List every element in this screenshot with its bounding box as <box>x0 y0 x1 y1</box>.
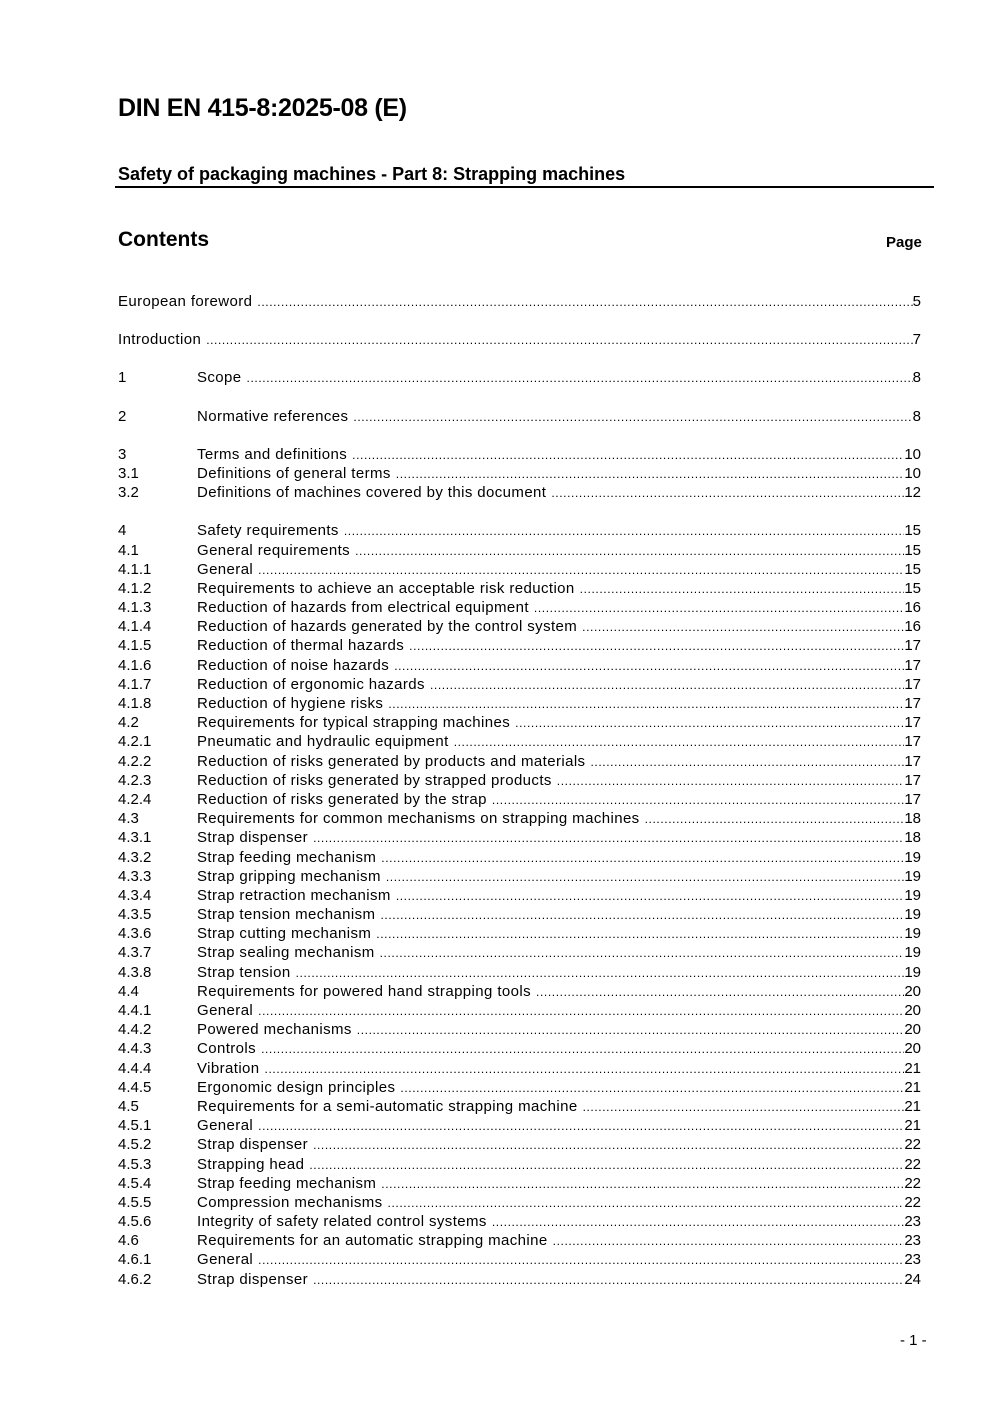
toc-entry-page: 10 <box>904 464 921 482</box>
toc-entry-label: Reduction of noise hazards <box>197 656 390 674</box>
toc-entry-number: 4.6 <box>118 1232 139 1250</box>
toc-entry[interactable] <box>118 752 921 771</box>
toc-entry-page: 8 <box>912 407 921 425</box>
toc-entry-page: 16 <box>904 599 921 617</box>
toc-entry-page: 15 <box>904 560 921 578</box>
contents-heading: Contents <box>118 228 209 251</box>
toc-entry-page: 17 <box>904 637 921 655</box>
toc-dot-leader <box>580 580 905 598</box>
toc-entry-page: 23 <box>904 1251 921 1269</box>
toc-entry-label: Ergonomic design principles <box>197 1078 396 1096</box>
toc-dot-leader <box>551 484 904 502</box>
toc-entry-number: 4.3.8 <box>118 963 152 981</box>
toc-entry-page: 21 <box>904 1059 921 1077</box>
toc-dot-leader <box>492 791 904 809</box>
toc-dot-leader <box>388 695 904 713</box>
toc-entry-number: 4.2.4 <box>118 790 152 808</box>
toc-entry-page: 15 <box>904 579 921 597</box>
toc-entry-number: 4.3.2 <box>118 848 152 866</box>
toc-entry[interactable] <box>118 407 921 426</box>
toc-entry[interactable] <box>118 598 921 617</box>
toc-entry-number: 4.1.2 <box>118 579 152 597</box>
toc-entry[interactable] <box>118 330 921 349</box>
toc-entry[interactable] <box>118 809 921 828</box>
toc-entry-number: 4.6.2 <box>118 1270 152 1288</box>
toc-entry-page: 17 <box>904 752 921 770</box>
toc-entry[interactable] <box>118 636 921 655</box>
toc-entry[interactable] <box>118 694 921 713</box>
toc-entry-label: Strap tension mechanism <box>197 906 376 924</box>
toc-entry-page: 24 <box>904 1270 921 1288</box>
toc-entry-number: 4.5.5 <box>118 1193 152 1211</box>
toc-dot-leader <box>515 714 904 732</box>
toc-entry-number: 3.2 <box>118 484 139 502</box>
toc-entry-page: 20 <box>904 1002 921 1019</box>
toc-entry[interactable] <box>118 1155 921 1174</box>
toc-entry-page: 19 <box>904 944 921 962</box>
toc-entry-page: 17 <box>904 675 921 693</box>
toc-entry-number: 4 <box>118 522 127 540</box>
toc-entry-page: 20 <box>904 982 921 1000</box>
toc-entry-label: Strap feeding mechanism <box>197 848 377 866</box>
toc-entry-page: 23 <box>904 1232 921 1250</box>
toc-entry[interactable] <box>118 1174 921 1193</box>
toc-entry-label: Controls <box>197 1040 257 1058</box>
toc-entry[interactable] <box>118 982 921 1001</box>
toc-entry-label: European foreword <box>118 293 253 310</box>
toc-entry-label: General requirements <box>197 541 351 559</box>
toc-dot-leader <box>645 810 905 828</box>
toc-dot-leader <box>381 849 904 867</box>
toc-entry-page: 17 <box>904 790 921 808</box>
toc-entry-label: Scope <box>197 369 242 387</box>
toc-entry-label: Strap cutting mechanism <box>197 925 372 943</box>
toc-entry-number: 4.1.5 <box>118 637 152 655</box>
toc-entry-label: Introduction <box>118 331 202 349</box>
toc-entry-page: 22 <box>904 1193 921 1211</box>
toc-entry-label: Reduction of hygiene risks <box>197 695 384 712</box>
toc-entry-number: 4.3.1 <box>118 829 152 847</box>
toc-entry-page: 17 <box>904 771 921 789</box>
toc-entry-page: 19 <box>904 906 921 924</box>
toc-entry-label: Integrity of safety related control systems <box>197 1213 487 1231</box>
toc-entry[interactable] <box>118 1001 921 1020</box>
toc-entry[interactable] <box>118 732 921 751</box>
toc-dot-leader <box>258 561 904 579</box>
toc-entry[interactable] <box>118 771 921 790</box>
toc-dot-leader <box>557 772 905 790</box>
toc-entry-number: 3.1 <box>118 464 139 482</box>
toc-entry[interactable] <box>118 445 921 464</box>
toc-dot-leader <box>553 1232 905 1250</box>
toc-dot-leader <box>534 599 904 617</box>
title-divider <box>115 186 934 188</box>
toc-entry-page: 5 <box>912 293 921 310</box>
toc-entry[interactable] <box>118 617 921 636</box>
toc-entry[interactable] <box>118 541 921 560</box>
toc-dot-leader <box>536 983 904 1001</box>
toc-entry-label: Requirements for powered hand strapping tools <box>197 982 532 1000</box>
toc-dot-leader <box>583 1098 905 1116</box>
toc-dot-leader <box>355 542 904 560</box>
toc-entry[interactable] <box>118 560 921 579</box>
document-subtitle: Safety of packaging machines - Part 8: Strapping machines <box>118 164 626 184</box>
toc-entry-page: 18 <box>904 829 921 847</box>
toc-entry-label: Definitions of machines covered by this document <box>197 484 547 502</box>
toc-entry[interactable] <box>118 848 921 867</box>
toc-entry-label: Powered mechanisms <box>197 1021 352 1039</box>
toc-entry-label: Strap gripping mechanism <box>197 867 381 885</box>
toc-entry-page: 17 <box>904 714 921 732</box>
toc-dot-leader <box>309 1156 904 1174</box>
toc-entry-label: Reduction of risks generated by products and materials <box>197 752 586 770</box>
toc-entry-number: 4.5.6 <box>118 1213 152 1231</box>
toc-entry-label: Strap dispenser <box>197 1270 309 1288</box>
toc-entry-label: Strap dispenser <box>197 829 309 847</box>
toc-entry-number: 4.2 <box>118 714 139 732</box>
toc-dot-leader <box>258 1002 904 1020</box>
toc-entry[interactable] <box>118 292 921 311</box>
toc-entry-number: 4.4.3 <box>118 1040 152 1058</box>
toc-dot-leader <box>409 637 904 655</box>
toc-entry-number: 4.6.1 <box>118 1251 152 1269</box>
toc-entry-page: 8 <box>912 369 921 387</box>
toc-entry-label: Requirements for typical strapping machines <box>197 714 511 732</box>
toc-entry[interactable] <box>118 1059 921 1078</box>
toc-entry-page: 23 <box>904 1213 921 1231</box>
toc-entry-page: 21 <box>904 1117 921 1135</box>
toc-entry[interactable] <box>118 1020 921 1039</box>
toc-entry-page: 17 <box>904 733 921 751</box>
toc-entry-label: Strap sealing mechanism <box>197 944 375 962</box>
toc-entry-page: 21 <box>904 1097 921 1115</box>
toc-entry-number: 4.5.3 <box>118 1155 152 1173</box>
toc-entry-label: Normative references <box>197 407 349 425</box>
toc-dot-leader <box>357 1021 905 1039</box>
toc-entry-label: General <box>197 560 254 578</box>
toc-dot-leader <box>376 925 904 943</box>
toc-entry[interactable] <box>118 905 921 924</box>
toc-entry-label: Strap retraction mechanism <box>197 886 391 904</box>
toc-dot-leader <box>206 331 912 349</box>
toc-entry[interactable] <box>118 790 921 809</box>
toc-entry-label: Strap feeding mechanism <box>197 1174 377 1192</box>
toc-entry[interactable] <box>118 368 921 387</box>
toc-dot-leader <box>492 1213 904 1231</box>
toc-entry-page: 22 <box>904 1136 921 1154</box>
toc-dot-leader <box>396 887 905 905</box>
toc-dot-leader <box>257 293 912 311</box>
toc-entry[interactable] <box>118 1250 921 1269</box>
toc-entry-number: 4.5.4 <box>118 1174 152 1192</box>
toc-entry-label: Requirements for common mechanisms on strapping machines <box>197 810 640 828</box>
toc-dot-leader <box>454 733 905 751</box>
toc-entry-page: 20 <box>904 1021 921 1039</box>
toc-dot-leader <box>590 753 904 771</box>
toc-entry-page: 15 <box>904 541 921 559</box>
toc-dot-leader <box>386 868 904 886</box>
toc-entry-label: Compression mechanisms <box>197 1193 383 1211</box>
toc-entry[interactable] <box>118 579 921 598</box>
toc-entry[interactable] <box>118 1135 921 1154</box>
toc-entry[interactable] <box>118 1078 921 1097</box>
toc-entry-label: Reduction of hazards from electrical equipment <box>197 599 529 617</box>
toc-entry[interactable] <box>118 1231 921 1250</box>
toc-entry-number: 4.4 <box>118 982 139 1000</box>
toc-entry-number: 4.1.1 <box>118 560 152 578</box>
toc-entry[interactable] <box>118 656 921 675</box>
toc-entry-page: 19 <box>904 963 921 981</box>
toc-entry-label: Requirements for a semi-automatic strapping machine <box>197 1097 578 1115</box>
toc-entry-label: Strap tension <box>197 963 291 981</box>
toc-entry-page: 21 <box>904 1078 921 1096</box>
toc-entry[interactable] <box>118 521 921 540</box>
toc-entry-label: Reduction of risks generated by strapped products <box>197 771 552 789</box>
toc-entry-page: 15 <box>904 522 921 540</box>
toc-entry-label: General <box>197 1251 254 1269</box>
toc-entry-number: 4.1.6 <box>118 656 152 674</box>
toc-entry-label: Definitions of general terms <box>197 464 391 482</box>
toc-entry-label: Strapping head <box>197 1155 305 1173</box>
toc-entry-page: 19 <box>904 886 921 904</box>
toc-dot-leader <box>400 1079 904 1097</box>
toc-entry[interactable] <box>118 464 921 483</box>
toc-entry-label: Safety requirements <box>197 522 339 540</box>
toc-entry-number: 3 <box>118 445 127 463</box>
toc-entry[interactable] <box>118 886 921 905</box>
document-title: DIN EN 415-8:2025-08 (E) <box>118 94 407 122</box>
toc-entry-number: 4.5 <box>118 1097 139 1115</box>
toc-entry[interactable] <box>118 675 921 694</box>
toc-entry-number: 4.3.5 <box>118 906 152 924</box>
toc-entry-number: 1 <box>118 369 127 387</box>
page-number: - 1 - <box>900 1332 927 1349</box>
toc-entry-page: 19 <box>904 848 921 866</box>
toc-entry[interactable] <box>118 943 921 962</box>
toc-entry-page: 17 <box>904 656 921 674</box>
toc-entry-label: Terms and definitions <box>197 445 348 463</box>
toc-entry-number: 4.4.4 <box>118 1059 152 1077</box>
toc-dot-leader <box>353 408 912 426</box>
toc-dot-leader <box>430 676 904 694</box>
toc-dot-leader <box>582 618 904 636</box>
toc-entry-number: 4.4.2 <box>118 1021 152 1039</box>
toc-entry[interactable] <box>118 1212 921 1231</box>
toc-dot-leader <box>352 446 904 464</box>
toc-dot-leader <box>296 964 905 982</box>
toc-dot-leader <box>313 1136 904 1154</box>
toc-entry-label: General <box>197 1002 254 1019</box>
toc-dot-leader <box>313 829 904 847</box>
toc-dot-leader <box>380 944 905 962</box>
toc-entry-number: 4.1.3 <box>118 599 152 617</box>
toc-dot-leader <box>265 1060 905 1078</box>
toc-dot-leader <box>344 522 904 540</box>
toc-entry-page: 19 <box>904 925 921 943</box>
toc-entry-number: 4.1 <box>118 541 139 559</box>
toc-entry-number: 4.1.4 <box>118 618 152 636</box>
toc-entry-number: 4.2.1 <box>118 733 152 751</box>
toc-dot-leader <box>258 1251 904 1269</box>
toc-entry-label: Strap dispenser <box>197 1136 309 1154</box>
toc-entry-number: 4.2.3 <box>118 771 152 789</box>
toc-entry-number: 4.4.1 <box>118 1002 152 1019</box>
toc-entry-page: 22 <box>904 1174 921 1192</box>
toc-entry-page: 19 <box>904 867 921 885</box>
toc-entry-label: Vibration <box>197 1059 260 1077</box>
toc-entry[interactable] <box>118 828 921 847</box>
page-column-heading: Page <box>886 234 922 251</box>
toc-entry[interactable] <box>118 1193 921 1212</box>
table-of-contents <box>118 292 921 1289</box>
toc-entry-number: 4.3.3 <box>118 867 152 885</box>
toc-entry-number: 4.1.8 <box>118 695 152 712</box>
toc-entry-number: 4.1.7 <box>118 675 152 693</box>
toc-entry-number: 4.3.4 <box>118 886 152 904</box>
toc-entry[interactable] <box>118 1039 921 1058</box>
toc-entry[interactable] <box>118 1097 921 1116</box>
toc-dot-leader <box>247 369 913 387</box>
toc-entry-label: Requirements for an automatic strapping machine <box>197 1232 548 1250</box>
toc-entry-page: 16 <box>904 618 921 636</box>
toc-dot-leader <box>258 1117 904 1135</box>
toc-dot-leader <box>388 1194 905 1212</box>
toc-entry-label: Reduction of thermal hazards <box>197 637 405 655</box>
toc-entry-number: 4.5.1 <box>118 1117 152 1135</box>
toc-entry-page: 7 <box>912 331 921 349</box>
toc-entry-number: 4.3 <box>118 810 139 828</box>
toc-entry[interactable] <box>118 713 921 732</box>
toc-entry-label: Pneumatic and hydraulic equipment <box>197 733 449 751</box>
toc-entry-label: Reduction of risks generated by the strap <box>197 790 487 808</box>
toc-entry-number: 2 <box>118 407 127 425</box>
toc-dot-leader <box>394 657 904 675</box>
toc-entry-label: Reduction of hazards generated by the control system <box>197 618 578 636</box>
toc-entry[interactable] <box>118 963 921 982</box>
toc-dot-leader <box>381 1175 904 1193</box>
toc-entry-page: 10 <box>904 445 921 463</box>
toc-entry-page: 18 <box>904 810 921 828</box>
toc-entry[interactable] <box>118 483 921 502</box>
toc-entry-label: Reduction of ergonomic hazards <box>197 675 425 693</box>
toc-entry-page: 20 <box>904 1040 921 1058</box>
toc-entry[interactable] <box>118 867 921 886</box>
toc-entry[interactable] <box>118 1116 921 1135</box>
toc-entry-number: 4.3.6 <box>118 925 152 943</box>
toc-dot-leader <box>261 1040 904 1058</box>
toc-entry-number: 4.4.5 <box>118 1078 152 1096</box>
toc-entry-page: 22 <box>904 1155 921 1173</box>
toc-entry[interactable] <box>118 924 921 943</box>
toc-entry-label: General <box>197 1117 254 1135</box>
toc-dot-leader <box>380 906 904 924</box>
toc-entry-number: 4.5.2 <box>118 1136 152 1154</box>
toc-entry-page: 17 <box>904 695 921 712</box>
toc-entry-label: Requirements to achieve an acceptable risk reduction <box>197 579 575 597</box>
toc-dot-leader <box>313 1271 904 1289</box>
toc-entry-page: 12 <box>904 484 921 502</box>
toc-dot-leader <box>396 465 905 483</box>
toc-entry[interactable] <box>118 1270 921 1289</box>
toc-entry-number: 4.3.7 <box>118 944 152 962</box>
toc-entry-number: 4.2.2 <box>118 752 152 770</box>
